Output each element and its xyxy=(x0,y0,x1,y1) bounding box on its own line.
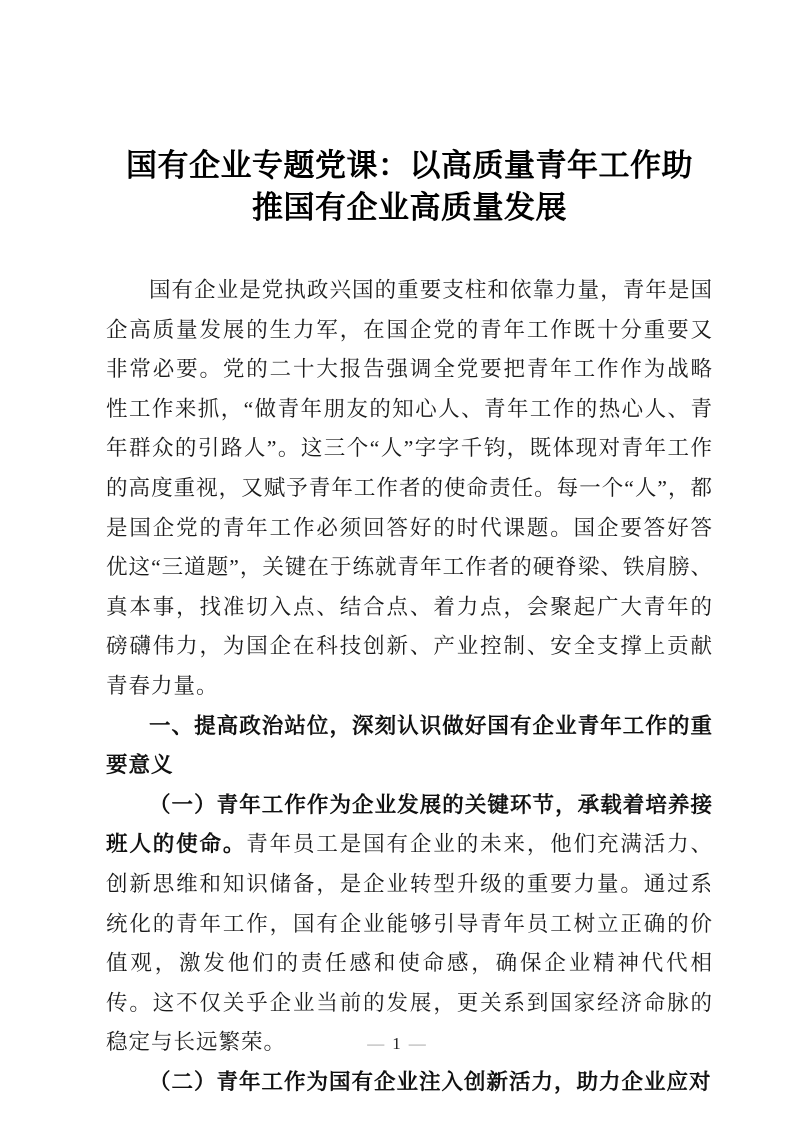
page-number: 1 xyxy=(392,1034,401,1053)
item-1-paragraph xyxy=(106,786,713,1063)
page-title-line-2: 推国有企业高质量发展 xyxy=(252,190,567,225)
intro-paragraph: 国有企业是党执政兴国的重要支柱和依靠力量，青年是国企高质量发展的生力军，在国企党的青年工作既十分重要又非常必要。党的二十大报告强调全党要把青年工作作为战略性工作来抓，“做青年朋友的知心人、青年工作的热心人、青年群众的引路人”。这三个“人”字字千钧，既体现对青年工作的高度重视，又赋予青年工作者的使命责任。每一个“人”，都是国企党的青年工作必须回答好的时代课题。国企要答好答优这“三道题”，关键在于练就青年工作者的硬脊梁、铁肩膀、真本事，找准切入点、结合点、着力点，会聚起广大青年的磅礴伟力，为国企在科技创新、产业控制、安全支撑上贡献青春力量。 xyxy=(106,278,713,698)
item-1-body-text: 青年员工是国有企业的未来，他们充满活力、创新思维和知识储备，是企业转型升级的重要力量。通过系统化的青年工作，国有企业能够引导青年员工树立正确的价值观，激发他们的责任感和使命感，确保企业精神代代相传。这不仅关乎企业当前的发展，更关系到国家经济命脉的稳定与长远繁荣。 xyxy=(106,832,713,1055)
footer-right-dash: — xyxy=(408,1034,426,1053)
item-2-lead: （二）青年工作为国有企业注入创新活力，助力企业应对 xyxy=(149,1069,712,1094)
page-footer xyxy=(0,1032,793,1056)
item-1-lead: （一）青年工作作为企业发展的关键环节，承载着培养接班人的使命。 xyxy=(106,792,713,857)
section-1-heading: 一、提高政治站位，深刻认识做好国有企业青年工作的重要意义 xyxy=(106,713,713,778)
footer-left-dash: — xyxy=(367,1034,385,1053)
page-title xyxy=(106,145,713,229)
page-title-line-1: 国有企业专题党课：以高质量青年工作助 xyxy=(126,148,693,183)
document-body xyxy=(106,271,713,1102)
